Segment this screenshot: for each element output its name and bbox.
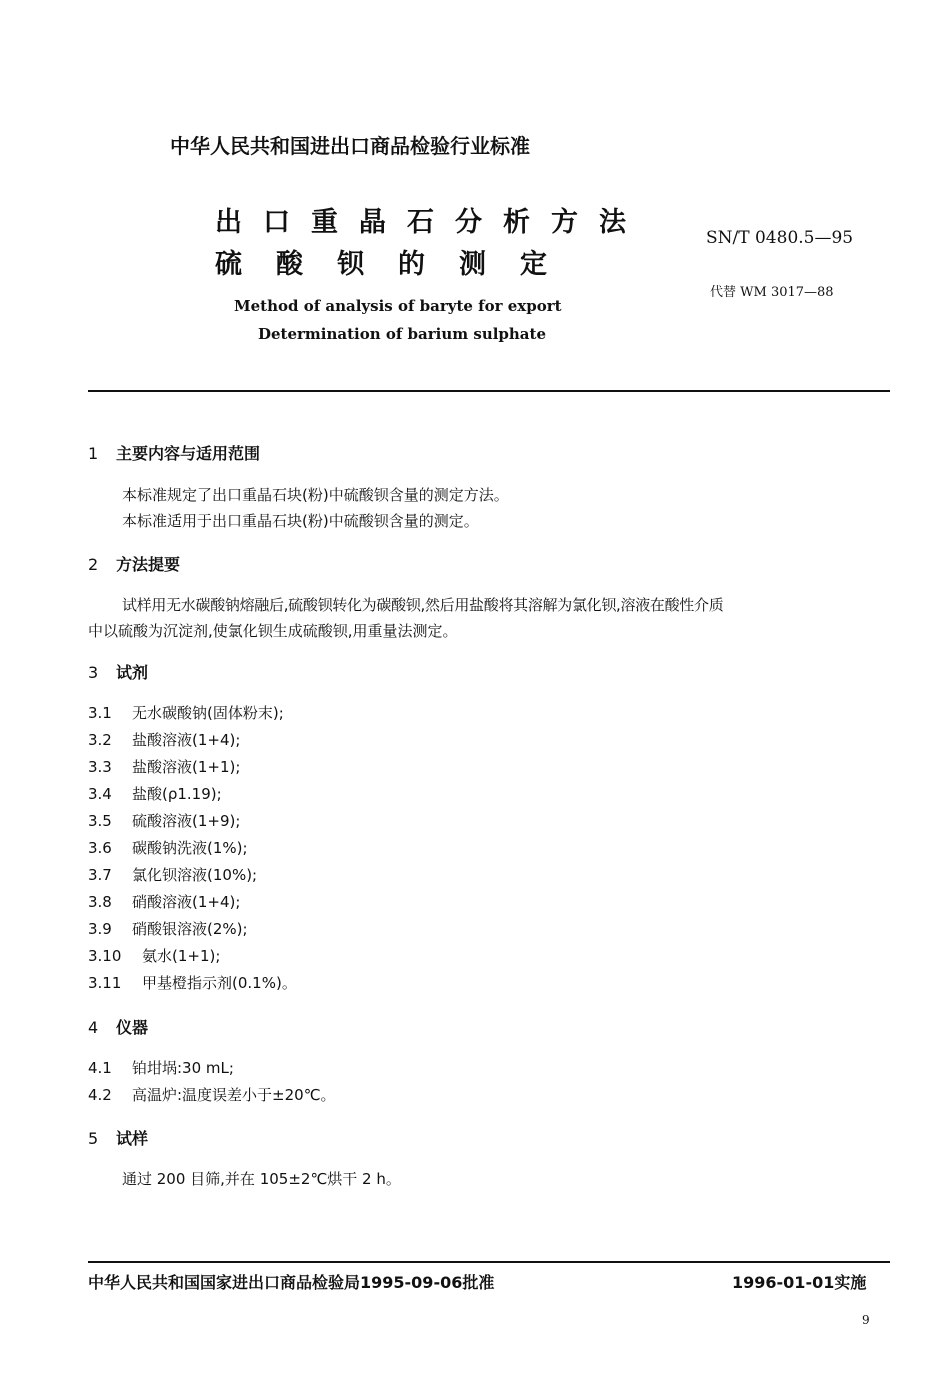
section-1-title: 主要内容与适用范围 xyxy=(116,444,261,463)
section-5-title: 试样 xyxy=(116,1129,149,1148)
title-en-line1: Method of analysis of baryte for export xyxy=(234,297,562,315)
reagent-number: 3.6 xyxy=(88,839,112,857)
section-2-number: 2 xyxy=(88,555,99,574)
reagent-text: 硫酸溶液(1+9); xyxy=(132,812,241,830)
reagent-number: 3.9 xyxy=(88,920,112,938)
approval-line: 中华人民共和国国家进出口商品检验局1995-09-06批准 xyxy=(88,1273,495,1292)
section-2-title: 方法提要 xyxy=(116,555,181,574)
section-4-number: 4 xyxy=(88,1018,99,1037)
reagent-item xyxy=(88,864,257,885)
apparatus-item xyxy=(88,1084,336,1105)
reagent-text: 盐酸溶液(1+4); xyxy=(132,731,241,749)
section-1-para-1: 本标准规定了出口重晶石块(粉)中硫酸钡含量的测定方法。 xyxy=(122,486,509,504)
title-en-line2: Determination of barium sulphate xyxy=(258,325,547,343)
section-2-para-line-1: 试样用无水碳酸钠熔融后,硫酸钡转化为碳酸钡,然后用盐酸将其溶解为氯化钡,溶液在酸性介质 xyxy=(122,596,724,614)
title-cn-line2 xyxy=(215,242,581,281)
reagent-number: 3.4 xyxy=(88,785,112,803)
reagent-item xyxy=(88,756,240,777)
reagent-text: 硝酸溶液(1+4); xyxy=(132,893,241,911)
section-1-heading xyxy=(88,441,260,464)
section-5-number: 5 xyxy=(88,1129,99,1148)
reagent-text: 氨水(1+1); xyxy=(142,947,221,965)
reagent-item xyxy=(88,783,222,804)
reagent-number: 3.2 xyxy=(88,731,112,749)
reagent-item xyxy=(88,729,240,750)
reagent-text: 硝酸银溶液(2%); xyxy=(132,920,248,938)
reagent-text: 碳酸钠洗液(1%); xyxy=(132,839,248,857)
section-3-title: 试剂 xyxy=(116,663,149,682)
reagent-number: 3.1 xyxy=(88,704,112,722)
apparatus-text: 高温炉:温度误差小于±20℃。 xyxy=(132,1086,336,1104)
reagent-item xyxy=(88,891,240,912)
reagent-item xyxy=(88,702,284,723)
reagent-number: 3.10 xyxy=(88,947,122,965)
section-2-para-line-2: 中以硫酸为沉淀剂,使氯化钡生成硫酸钡,用重量法测定。 xyxy=(88,622,458,640)
section-1-number: 1 xyxy=(88,444,99,463)
apparatus-text: 铂坩埚:30 mL; xyxy=(132,1059,234,1077)
reagent-text: 甲基橙指示剂(0.1%)。 xyxy=(142,974,297,992)
reagent-text: 氯化钡溶液(10%); xyxy=(132,866,258,884)
reagent-item xyxy=(88,945,220,966)
reagent-text: 盐酸(ρ1.19); xyxy=(132,785,222,803)
footer-divider xyxy=(88,1261,890,1263)
reagent-item xyxy=(88,972,297,993)
standard-category: 中华人民共和国进出口商品检验行业标准 xyxy=(170,134,530,158)
reagent-number: 3.3 xyxy=(88,758,112,776)
effective-date: 1996-01-01实施 xyxy=(732,1273,867,1292)
replaces-note: 代替 WM 3017—88 xyxy=(710,285,834,300)
section-2-heading xyxy=(88,552,180,575)
section-5-para-1: 通过 200 目筛,并在 105±2℃烘干 2 h。 xyxy=(122,1170,401,1188)
section-5-heading xyxy=(88,1126,148,1149)
reagent-item xyxy=(88,837,248,858)
reagent-text: 盐酸溶液(1+1); xyxy=(132,758,241,776)
reagent-text: 无水碳酸钠(固体粉末); xyxy=(132,704,284,722)
section-4-heading xyxy=(88,1015,148,1038)
standard-code: SN/T 0480.5—95 xyxy=(706,228,854,248)
section-3-number: 3 xyxy=(88,663,99,682)
reagent-item xyxy=(88,810,240,831)
reagent-number: 3.5 xyxy=(88,812,112,830)
title-cn-line1: 出口重晶石分析方法 xyxy=(215,207,647,238)
apparatus-number: 4.2 xyxy=(88,1086,112,1104)
section-4-title: 仪器 xyxy=(116,1018,149,1037)
reagent-number: 3.8 xyxy=(88,893,112,911)
reagent-number: 3.11 xyxy=(88,974,122,992)
section-3-heading xyxy=(88,660,148,683)
page-number: 9 xyxy=(862,1313,870,1327)
reagent-item xyxy=(88,918,248,939)
reagent-number: 3.7 xyxy=(88,866,112,884)
header-divider xyxy=(88,390,890,392)
apparatus-item xyxy=(88,1057,234,1078)
apparatus-number: 4.1 xyxy=(88,1059,112,1077)
title-cn-line2-text: 硫酸钡的测定 xyxy=(215,249,581,280)
section-1-para-2: 本标准适用于出口重晶石块(粉)中硫酸钡含量的测定。 xyxy=(122,512,479,530)
